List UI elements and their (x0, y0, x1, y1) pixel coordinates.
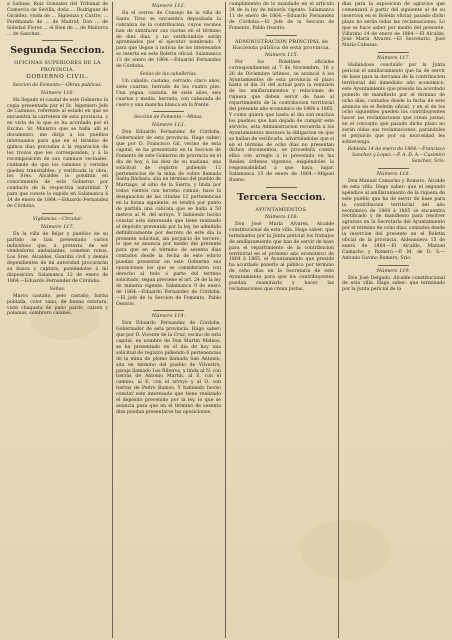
column-2 (113, 0, 224, 640)
notice-paragraph: Don José Delgado, Alcalde constitucional de esta villa. Hago saber: que terminado por la Junta pericial de la (342, 275, 445, 293)
column-1 (4, 0, 111, 640)
subsection-heading: Señas de las caballerías. (139, 71, 198, 77)
divider (42, 40, 72, 41)
notice-paragraph: Ha llegado el caudal de este Gobierno la copia presentada por el Sr. Ingeniero Jefe de Caminos, referente al estado en que se encuentra la carretera de esta provincia, y en vista de lo que se ha acordado por el Excmo. Sr. Ministro que se halla alli el documento, me dirijo a los pueblos interesados para que en el término de quince dias procedan á la reparacion de los trozos que les corresponden, y á la recomposicion de sus caminos vecinales, cuidando de que los caminos y veredas queden transitables; y verificada la obra, los Sres. Alcaldes lo pondrán en conocimiento de este Gobierno por conducto de la respectiva autoridad. Y para que conste lo expido en Salamanca á 14 de enero de 1864.—Eduardo Fernandez de Córdoba. (7, 97, 108, 209)
notice-number: Número 112. (151, 3, 186, 9)
subsection-heading: Seccion de Fomento.—Minas. (134, 115, 203, 121)
intro-paragraph: a Salinas; Ruiz Gonzalez del Tribunal de Comercio de Sevilla; doña ... Rodriguez de Giraldez, viuda de ... Sigüenza y Castro, ... Ferdinando de ... de Madrid; Don ... de Soledad Flores ... el Bien de ... de Mallorca ... de Sanchez. (7, 2, 108, 37)
column-3 (226, 0, 337, 640)
section-title: Segunda Seccion. (10, 45, 105, 57)
column-4 (339, 0, 448, 640)
subsection-heading: Seccion de Fomento.—Obras publicas. (12, 82, 103, 88)
divider (42, 213, 72, 214)
notice-number: Número 117. (376, 55, 411, 62)
divider (378, 168, 409, 169)
divider (378, 52, 409, 53)
gov-heading: GOBIERNO CIVIL. (26, 73, 89, 80)
notice-number: Número 118. (376, 171, 411, 178)
subsection-heading: Vigilancia.—Circular. (32, 216, 83, 222)
notice-paragraph: Don Eduardo Fernandez de Córdoba, Gobernador de esta provincia. Hago saber: que por D. Francisco Gil, vecino de esta capital, se ha presentado en la Seccion de Fomento de este Gobierno de provincia en el dia de hoy, á las diez de su mañana, una solicitud de registro pidiendo 12 pertenencias de la mina de cobre llamada Santa Bárbara, sita en término del pueblo de Martiago, al sitio de la Sierra, y linda por todos vientos con terreno comun; hace la designacion de las citadas 12 pertenencias en la forma siguiente: se tendrá por punto de partida una calicata que se halla á 50 metros al N. del arroyo. Y habiendo hecho constar este interesado que tiene realizado el depósito prevenido por la ley, he admitido definitivamente por decreto de este dia la presente solicitud, sin perjuicio de tercero; lo que se anuncia por medio del presente para que en el término de sesenta dias contados desde la fecha de este edicto puedan presentar en este Gobierno sus oposiciones los que se consideraren con derecho al todo ó parte del terreno solicitado, segun previene el art. 24 de la ley de minería vigente. Salamanca 9 de enero de 1864.—Eduardo Fernandez de Córdoba.—El Jefe de la Seccion de Fomento, Pablo Ossorio. (116, 130, 222, 307)
office-heading: AYUNTAMIENTOS. (255, 206, 308, 213)
notice-paragraph: Hallándose concluido por la Junta pericial el amillaramiento que ha de servir de base para la derrama de la contribucion territorial del inmediato año económico, este Ayuntamiento que presido ha acordado ponerlo de manifiesto por el término de ocho dias, contados desde la fecha de este anuncio en el Boletin oficial, y en el de los ocho siguientes pueden los contribuyentes hacer las reclamaciones que crean justas; en el concepto que pasado dicho plazo no serán oidas sus reclamaciones, parándoles el perjuicio que por su morosidad les sobrevenga. (342, 63, 445, 145)
divider (153, 111, 185, 112)
subsection-heading: Señas. (49, 286, 66, 292)
notice-number: Número 116. (40, 89, 75, 96)
notice-number: Número 117. (40, 223, 75, 230)
notice-number: Número 119. (376, 267, 411, 274)
notice-paragraph: Un caballo, castaño, cerrado, cinco años, siete cuartas, herrado de los cuatro pies. Una yegua, castaña, de siete años, seis cuartas y media, herrada, con cabezada de cuero y una mancha blanca en la frente. (116, 78, 221, 108)
section-title: Tercera Seccion. (237, 191, 326, 203)
divider (153, 310, 185, 311)
divider (378, 265, 409, 266)
notice-paragraph: Marco castaño, pelo castaño, barba poblada, color sano, de buena estatura, viste chaqueta de paño pardo, calzon y polainas, sombrero calañés. (7, 293, 108, 317)
notice-number: Número 115. (264, 51, 299, 58)
divider (266, 187, 298, 188)
divider (266, 35, 298, 36)
notice-number: Número 113. (151, 122, 186, 129)
signature-line: Robleda 14 de enero de 1864.—Francisco Sanchez y Lopez.—P. A. D. A.—Casimiro Sanchez, Srio. (347, 147, 445, 165)
offices-heading: OFICINAS SUPERIORES DE LA PROVINCIA. (14, 60, 101, 73)
notice-paragraph: cumplimiento de lo mandado en el artículo 24 de la ley de minería vigente. Salamanca 11 de enero de 1864.—Eduardo Fernandez de Córdoba.—El Jefe de la Seccion de Fomento, Pablo Ossorio. (229, 2, 334, 31)
notice-paragraph: En el correo de Consejo de la villa de Santo Tirso se encuentra depositada la cobranza de la contribucion, cuyos vecinos han de satisfacer sus cuotas en el término de diez dias, y no verificándolo serán apremiados por el ejecutor nombrado. Y para que llegue á noticia de los interesados se inserta en este Boletin oficial. Salamanca 13 de enero de 1864.—Eduardo Fernandez de Córdoba. (116, 10, 221, 70)
notice-paragraph: Don Manuel Camacho y Romero, Alcalde de esta villa. Hago saber: que el segundo apéndice al amillaramiento de la riqueza de este pueblo que ha de servir de base para la contribucion territorial del año económico de 1864 á 1865 se encuentra rectificado y de manifiesto para resolver agravios en la Secretaría del Ayuntamiento por el término de ocho dias, contados desde la insercion del presente en el Boletin oficial de la provincia. Aldeanueva 15 de enero de 1864.—El Alcalde, Manuel Camacho y Romero.—P. M. de D. S.—Antonio Gavino Romero, Srio. (342, 178, 445, 261)
office-heading: ADMINISTRACION PRINCIPAL de Hacienda pública de esta provincia. (232, 38, 331, 51)
notice-paragraph: Por los Boletines oficiales correspondientes al 7 de Noviembre, 18 y 26 de Diciembre últimos, se anunció á los Ayuntamientos de esta provincia el plazo hasta el dia 31 del actual para la remision de los amillaramientos y relaciones de riqueza que deben servir de base al repartimiento de la contribucion territorial del presente año economico de 1864 á 1865. Y como quiera que hasta el dia son muchos los pueblos que han dejado de cumplir este servicio, esta Administracion recuerda á los Ayuntamientos morosos la obligacion en que se hallan de verificarlo, advirtiéndoles que si en el término de ocho dias no presentan dichos documentos, se procederá contra ellos con arreglo á lo prevenido en las Reales órdenes vigentes, exigiéndoles la responsabilidad á que haya lugar. Salamanca 15 de enero de 1864.—Miguel Bueno. (229, 59, 334, 183)
notice-paragraph: En la villa de Béjar y pueblos de su partido se han presentado varios individuos que, á pretexto de ser vendedores ambulantes, cometen robos. Los Sres. Alcaldes, Guardia civil y demás dependientes de mi autoridad procurarán su busca y captura, poniéndolos á mi disposicion. Salamanca 12 de enero de 1864.—Eduardo Fernandez de Córdoba. (7, 231, 108, 284)
notice-paragraph: Don José María Alvarez, Alcalde constitucional de esta villa. Hago saber: que terminados por la Junta pericial los trabajos de amillaramiento que han de servir de base para el repartimiento de la contribucion territorial en el próximo año económico de 1864 á 1865, el Ayuntamiento que preside ha acordado ponerlo al público por término de ocho dias en la Secretaría de este Ayuntamiento para que los contribuyentes puedan examinarlo y hacer las reclamaciones que crean justas. (229, 221, 334, 292)
notice-paragraph: dias para la exposicion de agravios que comenzará á partir del siguiente al de su insercion en el Boletin oficial; pasado dicho plazo no serán oidas las reclamaciones. Lo que se hace saber por medio del presente. Villarino 14 de enero de 1864.—El Alcalde, José María Alvarez.—El Secretario, José María Cabezas. (342, 2, 445, 49)
notice-paragraph: Don Eduardo Fernandez de Córdoba, Gobernador de esta provincia. Hago saber: que por D. Vicente de la Cruz, vecino de esta capital, en nombre de Don Martin Mateos, se ha presentado en el dia de hoy una solicitud de registro pidiendo 6 pertenencias de la mina de plomo llamada San Antonio, sita en término del pueblo de Vilvestre, paraje llamado Los Riberos, y linda al N. con tierras de Antonio Martin, al S. con el camino, al E. con el arroyo y al O. con tierras de Pedro Ramos. Y habiendo hecho constar este interesado que tiene realizado el depósito prevenido por la ley, lo que se anuncia para que en el término de sesenta dias puedan presentarse las oposiciones. (116, 321, 221, 415)
notice-number: Número 116. (264, 214, 299, 221)
notice-number: Número 114. (151, 313, 186, 320)
